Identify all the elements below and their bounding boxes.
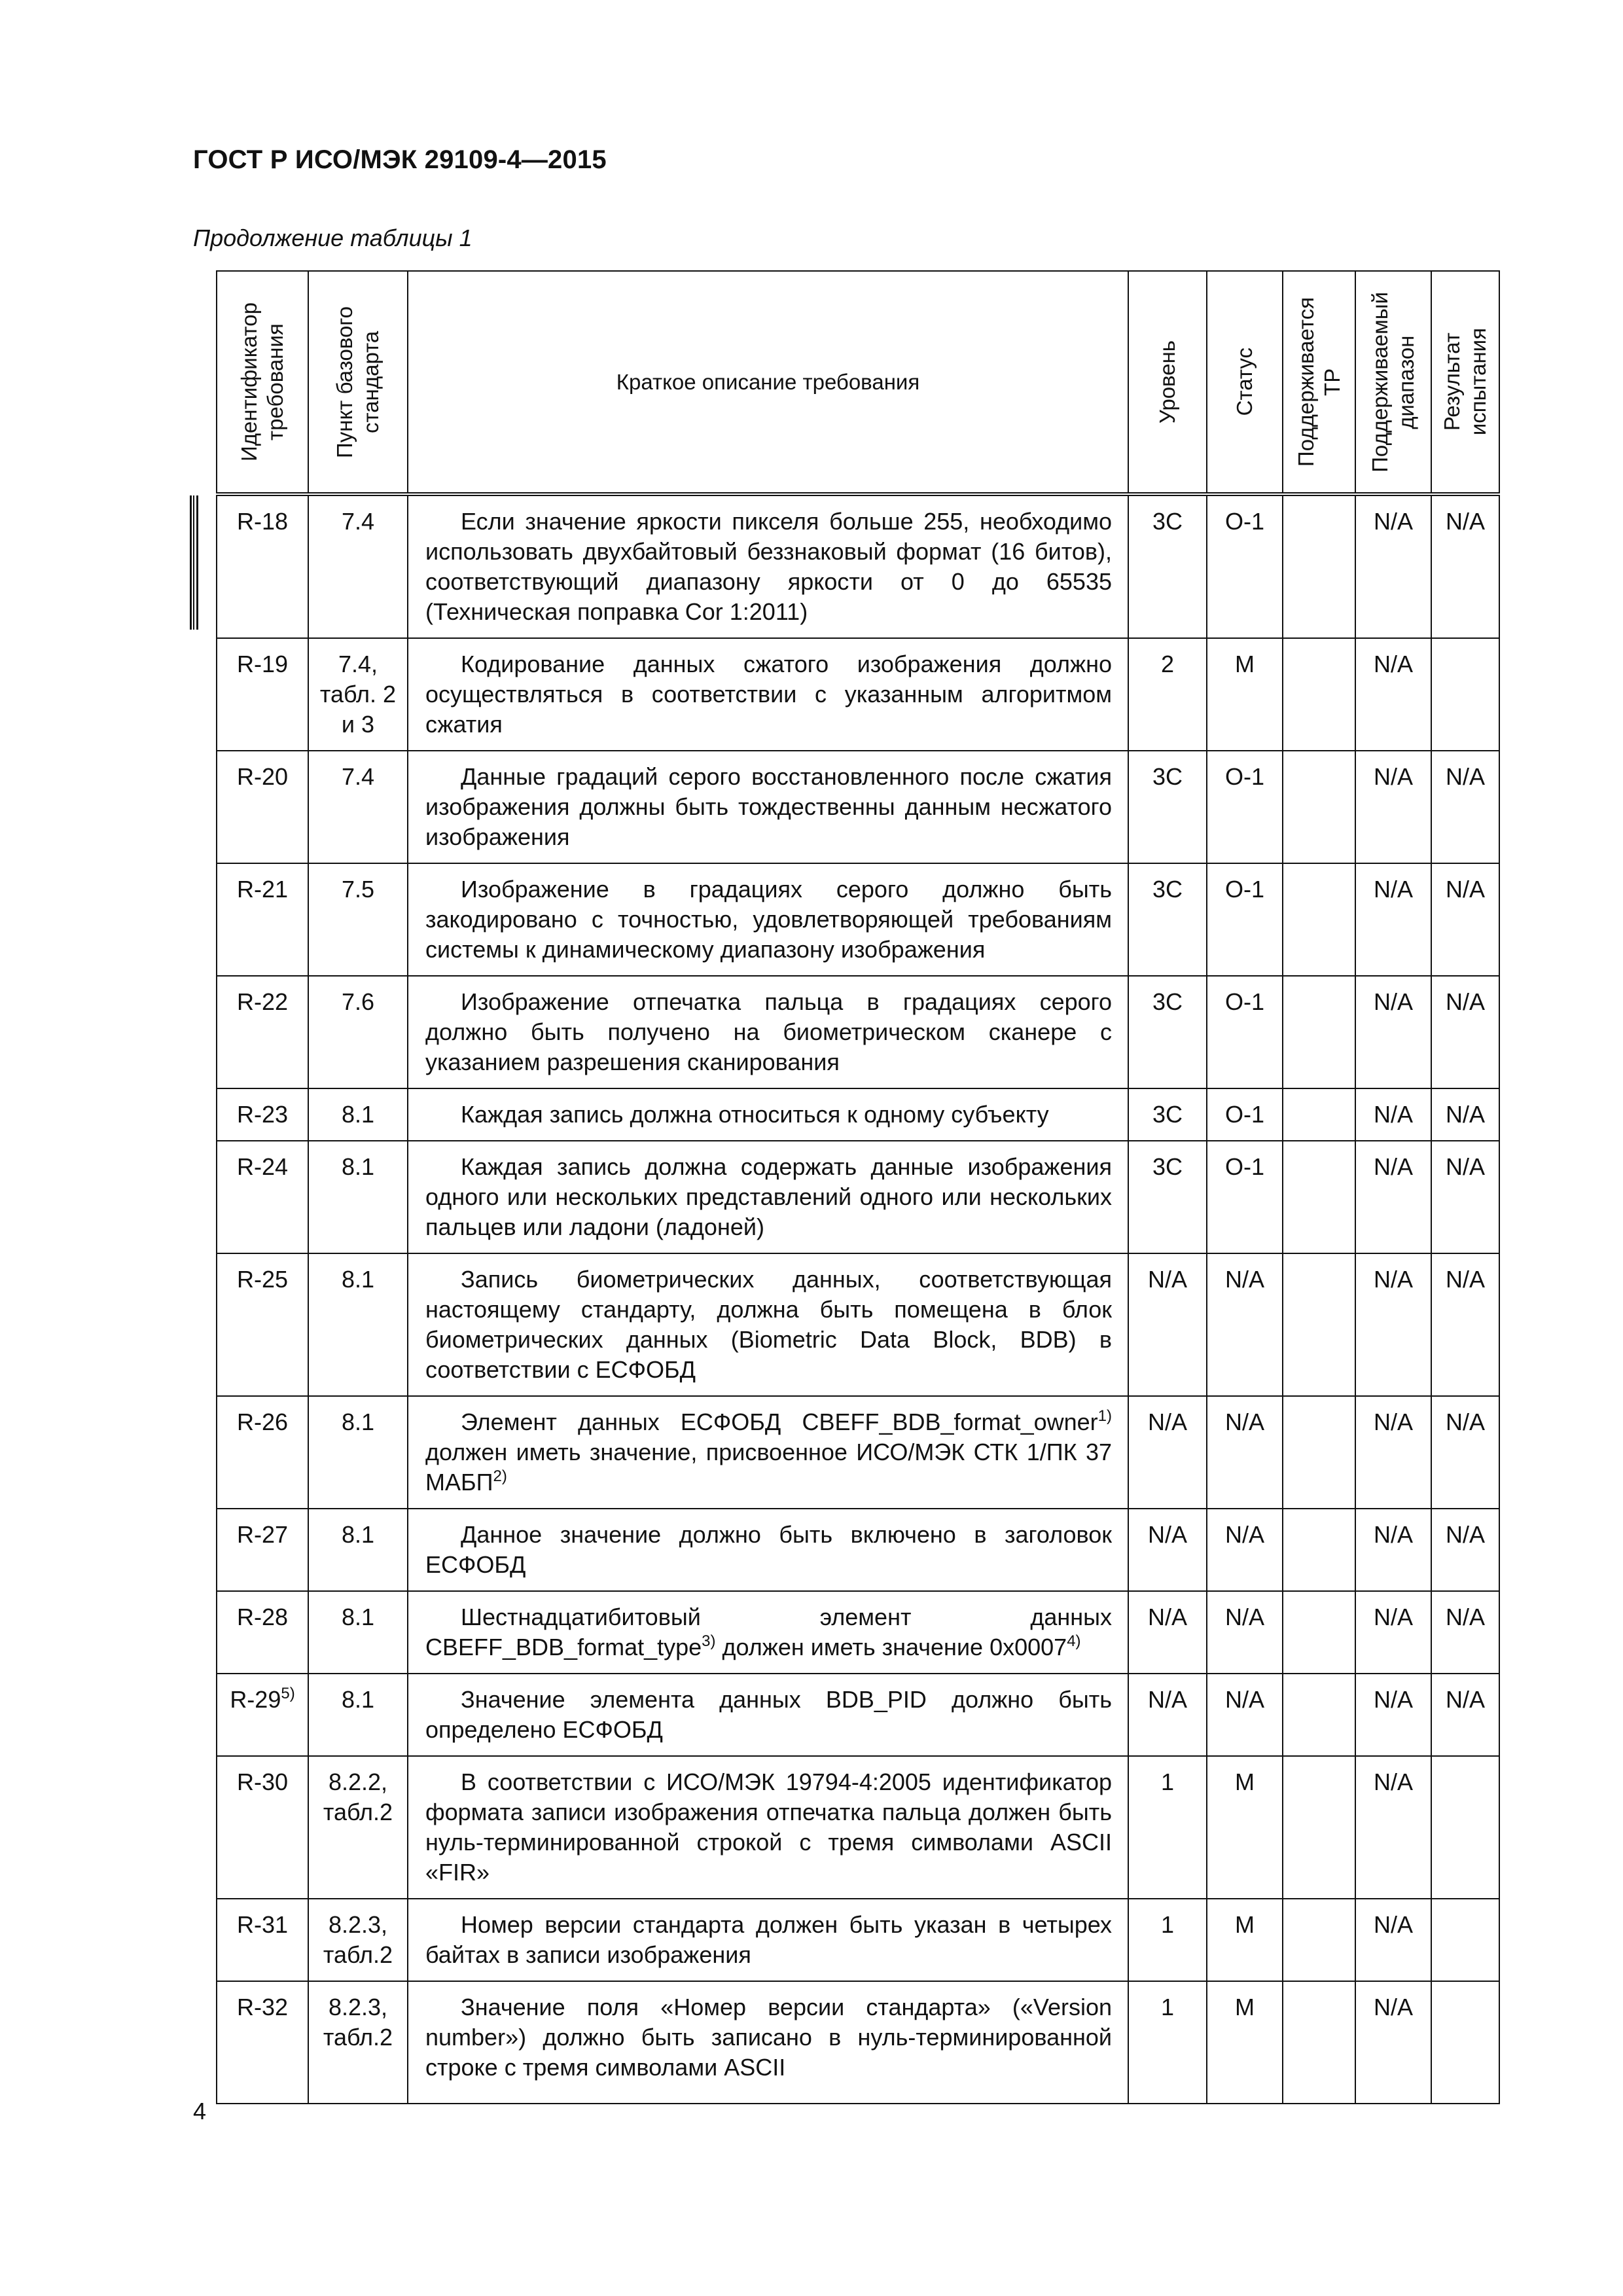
cell-description: Каждая запись должна относиться к одному субъекту xyxy=(408,1088,1128,1141)
cell-level: 3С xyxy=(1128,751,1207,863)
cell-clause: 8.1 xyxy=(308,1509,408,1591)
cell-result xyxy=(1431,638,1499,751)
page-number: 4 xyxy=(193,2098,207,2125)
cell-result: N/A xyxy=(1431,976,1499,1088)
col-header-id: Идентификатор требования xyxy=(217,271,308,494)
cell-id: R-27 xyxy=(217,1509,308,1591)
table-row xyxy=(217,1756,1499,1899)
cell-description: В соответствии с ИСО/МЭК 19794-4:2005 идентификатор формата записи изображения отпечатка пальца должен быть нуль-терминированной строкой с тремя символами ASCII «FIR» xyxy=(408,1756,1128,1899)
cell-range: N/A xyxy=(1355,1509,1431,1591)
requirement-id: R-29 xyxy=(230,1686,281,1713)
cell-level: 3С xyxy=(1128,976,1207,1088)
cell-id: R-26 xyxy=(217,1396,308,1509)
cell-supported xyxy=(1283,751,1355,863)
table-row xyxy=(217,1396,1499,1509)
document-title: ГОСТ Р ИСО/МЭК 29109-4—2015 xyxy=(193,145,607,174)
cell-supported xyxy=(1283,494,1355,638)
cell-result: N/A xyxy=(1431,863,1499,976)
cell-range: N/A xyxy=(1355,1141,1431,1253)
cell-status: N/A xyxy=(1207,1591,1283,1674)
cell-clause: 8.1 xyxy=(308,1253,408,1396)
cell-description: Кодирование данных сжатого изображения должно осуществляться в соответствии с указанным алгоритмом сжатия xyxy=(408,638,1128,751)
cell-status: O-1 xyxy=(1207,494,1283,638)
cell-supported xyxy=(1283,1591,1355,1674)
cell-range: N/A xyxy=(1355,1088,1431,1141)
footnote-mark: 3) xyxy=(702,1632,716,1650)
table-row xyxy=(217,1981,1499,2104)
cell-result: N/A xyxy=(1431,1509,1499,1591)
cell-supported xyxy=(1283,1756,1355,1899)
cell-supported xyxy=(1283,1509,1355,1591)
cell-range: N/A xyxy=(1355,863,1431,976)
cell-level: 3С xyxy=(1128,863,1207,976)
cell-supported xyxy=(1283,863,1355,976)
cell-description: Данное значение должно быть включено в заголовок ЕСФОБД xyxy=(408,1509,1128,1591)
table-row xyxy=(217,1509,1499,1591)
requirements-table xyxy=(216,270,1500,2104)
cell-level: 2 xyxy=(1128,638,1207,751)
cell-result xyxy=(1431,1899,1499,1981)
footnote-mark: 1) xyxy=(1097,1407,1112,1425)
footnote-mark: 2) xyxy=(493,1467,507,1485)
description-text: Шестнадцатибитовый элемент данных CBEFF_BDB_format_type xyxy=(425,1604,1112,1660)
cell-supported xyxy=(1283,1981,1355,2104)
table-row xyxy=(217,976,1499,1088)
cell-range: N/A xyxy=(1355,976,1431,1088)
table-row xyxy=(217,1899,1499,1981)
cell-status: N/A xyxy=(1207,1674,1283,1756)
cell-level: 3С xyxy=(1128,1088,1207,1141)
cell-id: R-28 xyxy=(217,1591,308,1674)
cell-description: Изображение в градациях серого должно быть закодировано с точностью, удовлетворяющей требованиям системы к динамическому диапазону изображения xyxy=(408,863,1128,976)
cell-clause: 8.1 xyxy=(308,1088,408,1141)
cell-range: N/A xyxy=(1355,751,1431,863)
cell-status: M xyxy=(1207,1981,1283,2104)
cell-clause: 7.4, табл. 2 и 3 xyxy=(308,638,408,751)
cell-level: 3С xyxy=(1128,494,1207,638)
cell-clause: 7.6 xyxy=(308,976,408,1088)
cell-description xyxy=(408,1591,1128,1674)
cell-status: M xyxy=(1207,1899,1283,1981)
cell-range: N/A xyxy=(1355,1253,1431,1396)
cell-result: N/A xyxy=(1431,1396,1499,1509)
cell-result: N/A xyxy=(1431,1674,1499,1756)
table-row xyxy=(217,638,1499,751)
cell-clause: 8.2.2, табл.2 xyxy=(308,1756,408,1899)
change-bar xyxy=(190,495,198,630)
cell-level: N/A xyxy=(1128,1396,1207,1509)
cell-range: N/A xyxy=(1355,494,1431,638)
cell-clause: 8.2.3, табл.2 xyxy=(308,1899,408,1981)
cell-range: N/A xyxy=(1355,1756,1431,1899)
cell-id: R-18 xyxy=(217,494,308,638)
footnote-mark: 5) xyxy=(281,1685,295,1702)
cell-status: O-1 xyxy=(1207,1141,1283,1253)
cell-id: R-32 xyxy=(217,1981,308,2104)
cell-status: N/A xyxy=(1207,1396,1283,1509)
footnote-mark: 4) xyxy=(1067,1632,1081,1650)
cell-id: R-25 xyxy=(217,1253,308,1396)
cell-id: R-30 xyxy=(217,1756,308,1899)
table-row xyxy=(217,1253,1499,1396)
table-row xyxy=(217,863,1499,976)
cell-clause: 8.1 xyxy=(308,1591,408,1674)
cell-clause: 8.1 xyxy=(308,1141,408,1253)
cell-supported xyxy=(1283,1088,1355,1141)
cell-level: 1 xyxy=(1128,1756,1207,1899)
cell-description xyxy=(408,1396,1128,1509)
table-header-row xyxy=(217,271,1499,494)
cell-result: N/A xyxy=(1431,1088,1499,1141)
cell-status: O-1 xyxy=(1207,751,1283,863)
cell-clause: 7.4 xyxy=(308,494,408,638)
cell-id: R-21 xyxy=(217,863,308,976)
cell-status: M xyxy=(1207,1756,1283,1899)
cell-result: N/A xyxy=(1431,1141,1499,1253)
cell-id: R-23 xyxy=(217,1088,308,1141)
cell-id: R-22 xyxy=(217,976,308,1088)
cell-description: Изображение отпечатка пальца в градациях серого должно быть получено на биометрическом сканере с указанием разрешения сканирования xyxy=(408,976,1128,1088)
cell-supported xyxy=(1283,976,1355,1088)
col-header-clause: Пункт базового стандарта xyxy=(308,271,408,494)
cell-result: N/A xyxy=(1431,494,1499,638)
cell-result: N/A xyxy=(1431,1591,1499,1674)
cell-level: 3С xyxy=(1128,1141,1207,1253)
cell-status: M xyxy=(1207,638,1283,751)
cell-status: N/A xyxy=(1207,1509,1283,1591)
cell-level: N/A xyxy=(1128,1509,1207,1591)
cell-description: Данные градаций серого восстановленного после сжатия изображения должны быть тождественны данным несжатого изображения xyxy=(408,751,1128,863)
cell-description: Значение поля «Номер версии стандарта» («Version number») должно быть записано в нуль-терминированной строке с тремя символами ASCII xyxy=(408,1981,1128,2104)
col-header-range: Поддерживаемый диапазон xyxy=(1355,271,1431,494)
cell-id: R-31 xyxy=(217,1899,308,1981)
cell-supported xyxy=(1283,1141,1355,1253)
table-row xyxy=(217,1088,1499,1141)
table-row xyxy=(217,1674,1499,1756)
cell-clause: 7.4 xyxy=(308,751,408,863)
cell-level: N/A xyxy=(1128,1591,1207,1674)
cell-status: O-1 xyxy=(1207,1088,1283,1141)
cell-id xyxy=(217,1674,308,1756)
cell-level: 1 xyxy=(1128,1899,1207,1981)
cell-clause: 8.1 xyxy=(308,1674,408,1756)
cell-supported xyxy=(1283,1396,1355,1509)
cell-range: N/A xyxy=(1355,1981,1431,2104)
cell-range: N/A xyxy=(1355,1899,1431,1981)
table-body xyxy=(217,494,1499,2104)
cell-supported xyxy=(1283,1674,1355,1756)
cell-clause: 8.2.3, табл.2 xyxy=(308,1981,408,2104)
cell-status: N/A xyxy=(1207,1253,1283,1396)
cell-description: Номер версии стандарта должен быть указан в четырех байтах в записи изображения xyxy=(408,1899,1128,1981)
description-text: должен иметь значение 0x0007 xyxy=(715,1634,1067,1660)
cell-range: N/A xyxy=(1355,1674,1431,1756)
col-header-result: Результат испытания xyxy=(1431,271,1499,494)
cell-description: Если значение яркости пикселя больше 255, необходимо использовать двухбайтовый беззнаковый формат (16 битов), соответствующий диапазону яркости от 0 до 65535 (Техническая поправка Cor 1:2011) xyxy=(408,494,1128,638)
cell-supported xyxy=(1283,1253,1355,1396)
description-text: должен иметь значение, присвоенное ИСО/МЭК СТК 1/ПК 37 МАБП xyxy=(425,1439,1112,1496)
cell-result: N/A xyxy=(1431,1253,1499,1396)
cell-result xyxy=(1431,1981,1499,2104)
cell-clause: 8.1 xyxy=(308,1396,408,1509)
cell-id: R-20 xyxy=(217,751,308,863)
col-header-description: Краткое описание требования xyxy=(408,271,1128,494)
cell-clause: 7.5 xyxy=(308,863,408,976)
cell-range: N/A xyxy=(1355,1396,1431,1509)
cell-id: R-24 xyxy=(217,1141,308,1253)
cell-level: 1 xyxy=(1128,1981,1207,2104)
cell-description: Запись биометрических данных, соответствующая настоящему стандарту, должна быть помещена в блок биометрических данных (Biometric Data Block, BDB) в соответствии с ЕСФОБД xyxy=(408,1253,1128,1396)
table-row xyxy=(217,751,1499,863)
cell-status: O-1 xyxy=(1207,976,1283,1088)
col-header-supported: Поддерживается ТР xyxy=(1283,271,1355,494)
col-header-level: Уровень xyxy=(1128,271,1207,494)
cell-range: N/A xyxy=(1355,638,1431,751)
table-row xyxy=(217,494,1499,638)
table-row xyxy=(217,1591,1499,1674)
col-header-status: Статус xyxy=(1207,271,1283,494)
cell-status: O-1 xyxy=(1207,863,1283,976)
cell-result xyxy=(1431,1756,1499,1899)
description-text: Элемент данных ЕСФОБД CBEFF_BDB_format_owner xyxy=(461,1408,1098,1435)
table-caption: Продолжение таблицы 1 xyxy=(193,224,473,251)
cell-id: R-19 xyxy=(217,638,308,751)
table-row xyxy=(217,1141,1499,1253)
cell-supported xyxy=(1283,638,1355,751)
cell-description: Каждая запись должна содержать данные изображения одного или нескольких представлений одного или нескольких пальцев или ладони (ладоней) xyxy=(408,1141,1128,1253)
cell-description: Значение элемента данных BDB_PID должно быть определено ЕСФОБД xyxy=(408,1674,1128,1756)
cell-range: N/A xyxy=(1355,1591,1431,1674)
cell-level: N/A xyxy=(1128,1674,1207,1756)
cell-supported xyxy=(1283,1899,1355,1981)
cell-level: N/A xyxy=(1128,1253,1207,1396)
cell-result: N/A xyxy=(1431,751,1499,863)
